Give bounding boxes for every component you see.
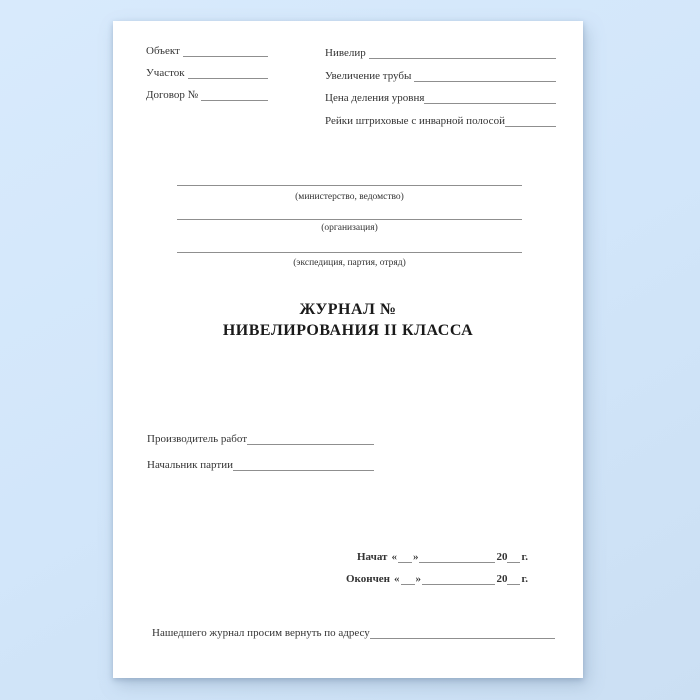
- month-blank-line: [419, 550, 495, 563]
- return-address-blank-line: [370, 626, 555, 639]
- field-party-chief-label: Начальник партии: [147, 459, 233, 471]
- month-blank-line: [422, 572, 495, 585]
- field-object: [146, 44, 268, 58]
- field-site-label: Участок: [146, 67, 185, 79]
- organization-caption: (организация): [321, 223, 378, 233]
- close-quote: »: [412, 551, 419, 563]
- date-finished-row: [346, 572, 528, 586]
- day-blank-line: [401, 572, 415, 585]
- ministry-caption: (министерство, ведомство): [295, 192, 404, 202]
- field-works-supervisor-blank-line: [247, 432, 374, 445]
- year-suffix: г.: [521, 551, 528, 563]
- field-party-chief-blank-line: [233, 458, 374, 471]
- document-title-line2: НИВЕЛИРОВАНИЯ II КЛАССА: [222, 322, 474, 339]
- year-prefix: 20: [496, 551, 508, 563]
- field-staff-rods-blank-line: [505, 114, 556, 127]
- field-contract: [146, 88, 268, 102]
- document-title-line1: ЖУРНАЛ №: [299, 301, 397, 318]
- document-title: [113, 299, 583, 341]
- open-quote: «: [391, 551, 397, 563]
- field-tube-magnification-label: Увеличение трубы: [325, 70, 412, 82]
- field-staff-rods: [325, 114, 556, 128]
- field-works-supervisor-label: Производитель работ: [147, 433, 248, 445]
- year-suffix: г.: [521, 573, 528, 585]
- field-party-chief: [147, 458, 374, 472]
- field-level-blank-line: [369, 46, 556, 59]
- open-quote: «: [394, 573, 400, 585]
- field-site-blank-line: [188, 66, 268, 79]
- field-level-label: Нивелир: [325, 47, 366, 59]
- field-object-label: Объект: [146, 45, 180, 57]
- year-prefix: 20: [496, 573, 508, 585]
- expedition-caption: (экспедиция, партия, отряд): [293, 258, 406, 268]
- date-started-label: Начат: [357, 551, 388, 563]
- ministry-blank-line: [177, 185, 522, 186]
- field-tube-magnification-blank-line: [414, 69, 556, 82]
- field-contract-label: Договор №: [146, 89, 199, 101]
- field-site: [146, 66, 268, 80]
- field-level-division-blank-line: [424, 91, 556, 104]
- field-tube-magnification: [325, 69, 556, 83]
- field-contract-blank-line: [201, 88, 268, 101]
- year-blank-line: [507, 550, 520, 563]
- return-address-row: [152, 626, 555, 640]
- date-finished-label: Окончен: [346, 573, 391, 585]
- return-address-label: Нашедшего журнал просим вернуть по адресу: [152, 627, 370, 639]
- journal-cover-page: [113, 21, 583, 678]
- field-object-blank-line: [183, 44, 268, 57]
- field-level-division: [325, 91, 556, 105]
- field-staff-rods-label: Рейки штриховые с инварной полосой: [325, 115, 505, 127]
- year-blank-line: [507, 572, 520, 585]
- field-works-supervisor: [147, 432, 374, 446]
- date-started-row: [357, 550, 528, 564]
- expedition-blank-line: [177, 252, 522, 253]
- close-quote: »: [415, 573, 422, 585]
- day-blank-line: [398, 550, 412, 563]
- field-level-division-label: Цена деления уровня: [325, 92, 425, 104]
- field-level: [325, 46, 556, 60]
- organization-blank-line: [177, 219, 522, 220]
